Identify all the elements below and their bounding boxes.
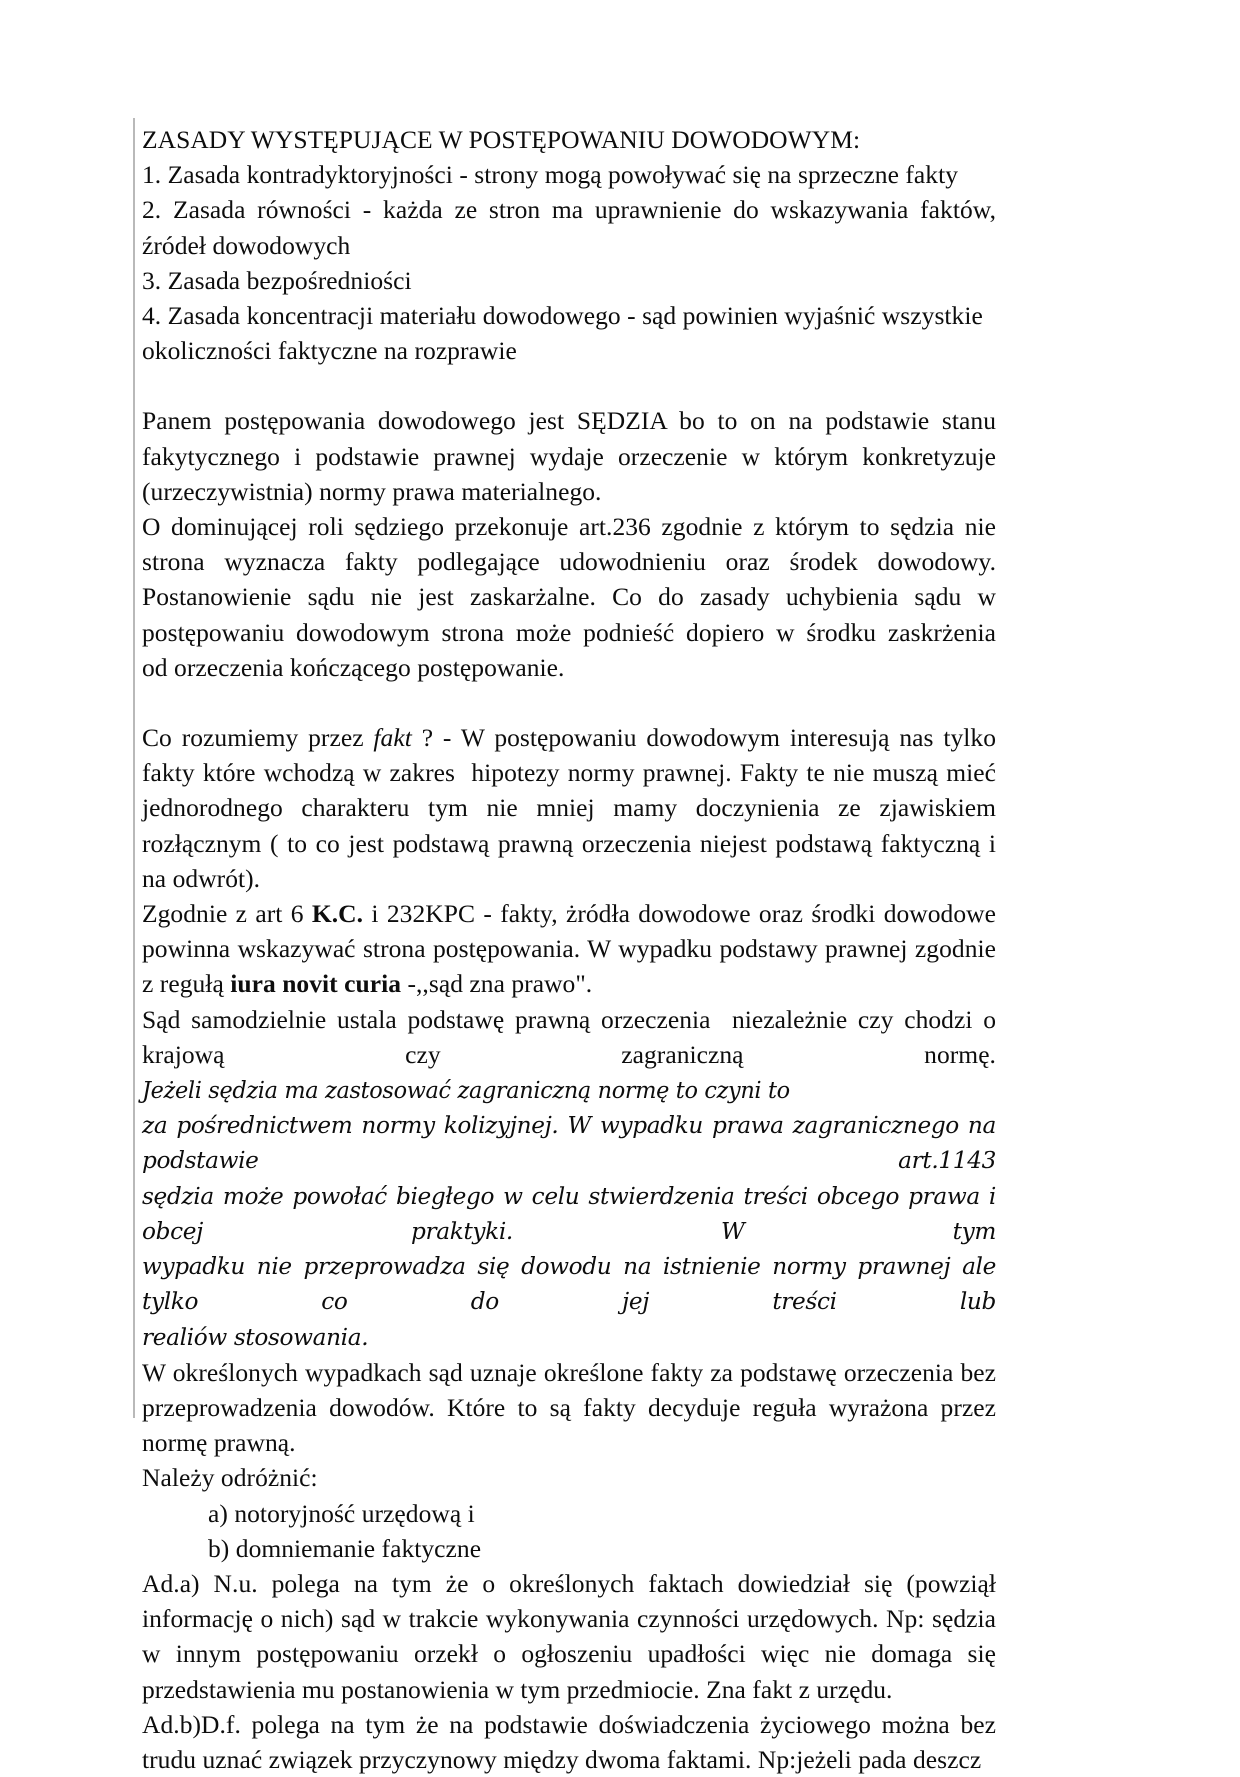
- fakt-suffix: ? - W postępowaniu dowodowym interesują nas tylko: [411, 723, 996, 753]
- iura-novit-curia-bold-term: iura novit curia: [230, 969, 402, 999]
- paragraph-line: w innym postępowaniu orzekł o ogłoszeniu upadłości więc nie domaga się: [142, 1639, 996, 1669]
- script-block-line: wypadku nie przeprowadza się dowodu na istnienie normy prawnej ale tylko co do jej treści lub: [142, 1253, 1004, 1316]
- paragraph-line-fakt: [142, 720, 996, 755]
- sublist-item-a: a) notoryjność urzędową i: [208, 1498, 475, 1528]
- document-body: [142, 122, 1004, 1777]
- paragraph-line: strona wyznacza fakty podlegające udowodnieniu oraz środek dowodowy.: [142, 547, 996, 577]
- sublist-item-b: b) domniemanie faktyczne: [208, 1533, 482, 1563]
- sad-normal-run: krajową czy zagraniczną normę.: [142, 1039, 1003, 1069]
- paragraph-spacer: [142, 685, 996, 720]
- paragraph-line: normę prawną.: [142, 1428, 296, 1458]
- paragraph-line: fakty które wchodzą w zakres hipotezy normy prawnej. Fakty te nie muszą mieć: [142, 758, 996, 788]
- paragraph-line: Sąd samodzielnie ustala podstawę prawną orzeczenia niezależnie czy chodzi o: [142, 1004, 996, 1034]
- principle-item: 2. Zasada równości - każda ze stron ma uprawnienie do wskazywania faktów,: [142, 195, 996, 225]
- paragraph-line: Ad.b)D.f. polega na tym że na podstawie doświadczenia życiowego można bez: [142, 1709, 996, 1739]
- paragraph-line: (urzeczywistnia) normy prawa materialnego.: [142, 476, 602, 506]
- paragraph-line: W określonych wypadkach sąd uznaje określone fakty za podstawę orzeczenia bez: [142, 1357, 996, 1387]
- principle-item: 3. Zasada bezpośredniości: [142, 265, 412, 295]
- paragraph-line: przeprowadzenia dowodów. Które to są fakty decyduje reguła wyrażona przez: [142, 1392, 996, 1422]
- iura-suffix: -,,sąd zna prawo".: [401, 969, 593, 999]
- left-margin-rule: [133, 118, 135, 1418]
- kc-prefix: Zgodnie z art 6: [142, 899, 312, 929]
- nalezy-odroznic-label: Należy odróżnić:: [142, 1463, 318, 1493]
- script-block-line: realiów stosowania.: [142, 1323, 369, 1351]
- principle-item-continuation: okoliczności faktyczne na rozprawie: [142, 336, 517, 366]
- paragraph-line: Ad.a) N.u. polega na tym że o określonych faktach dowiedział się (powziął: [142, 1568, 996, 1598]
- paragraph-spacer: [142, 368, 996, 403]
- paragraph-line-mixed: [142, 1037, 1003, 1108]
- paragraph-line: O dominującej roli sędziego przekonuje art.236 zgodnie z którym to sędzia nie: [142, 512, 996, 542]
- sad-script-run: Jeżeli sędzia ma zastosować zagraniczną normę to czyni to: [142, 1077, 790, 1105]
- fakt-italic-term: fakt: [373, 723, 412, 753]
- kc-suffix: i 232KPC - fakty, żródła dowodowe oraz środki dowodowe: [363, 899, 996, 929]
- paragraph-line: Postanowienie sądu nie jest zaskarżalne. Co do zasady uchybienia sądu w: [142, 582, 996, 612]
- script-block-line: za pośrednictwem normy kolizyjnej. W wypadku prawa zagranicznego na podstawie art.1143: [142, 1112, 1004, 1175]
- principle-item-continuation: źródeł dowodowych: [142, 230, 351, 260]
- paragraph-line: fakytycznego i podstawie prawnej wydaje orzeczenie w którym konkretyzuje: [142, 441, 996, 471]
- paragraph-line: jednorodnego charakteru tym nie mniej mamy doczynienia ze zjawiskiem: [142, 793, 996, 823]
- paragraph-line: rozłącznym ( to co jest podstawą prawną orzeczenia niejest podstawą faktyczną i: [142, 828, 996, 858]
- paragraph-line: Panem postępowania dowodowego jest SĘDZIA bo to on na podstawie stanu: [142, 406, 996, 436]
- paragraph-line-kc: [142, 896, 996, 931]
- iura-prefix: z regułą: [142, 969, 231, 999]
- paragraph-line: przedstawienia mu postanowienia w tym przedmiocie. Zna fakt z urzędu.: [142, 1674, 893, 1704]
- page-title: ZASADY WYSTĘPUJĄCE W POSTĘPOWANIU DOWODOWYM:: [142, 125, 861, 154]
- principle-item: 4. Zasada koncentracji materiału dowodowego - sąd powinien wyjaśnić wszystkie: [142, 301, 983, 331]
- fakt-prefix: Co rozumiemy przez: [142, 723, 374, 753]
- paragraph-line: trudu uznać związek przyczynowy między dwoma faktami. Np:jeżeli pada deszcz: [142, 1744, 982, 1774]
- kc-bold-term: K.C.: [311, 899, 364, 929]
- paragraph-line: powinna wskazywać strona postępowania. W wypadku podstawy prawnej zgodnie: [142, 934, 996, 964]
- paragraph-line-iura: [142, 966, 996, 1001]
- paragraph-line: informację o nich) sąd w trakcie wykonywania czynności urzędowych. Np: sędzia: [142, 1604, 996, 1634]
- paragraph-line: od orzeczenia kończącego postępowanie.: [142, 652, 565, 682]
- script-block-line: sędzia może powołać biegłego w celu stwierdzenia treści obcego prawa i obcej praktyki. W tym: [142, 1182, 1004, 1245]
- paragraph-line: na odwrót).: [142, 863, 261, 893]
- principle-item: 1. Zasada kontradyktoryjności - strony mogą powoływać się na sprzeczne fakty: [142, 160, 959, 190]
- paragraph-line: postępowaniu dowodowym strona może podnieść dopiero w środku zaskrżenia: [142, 617, 996, 647]
